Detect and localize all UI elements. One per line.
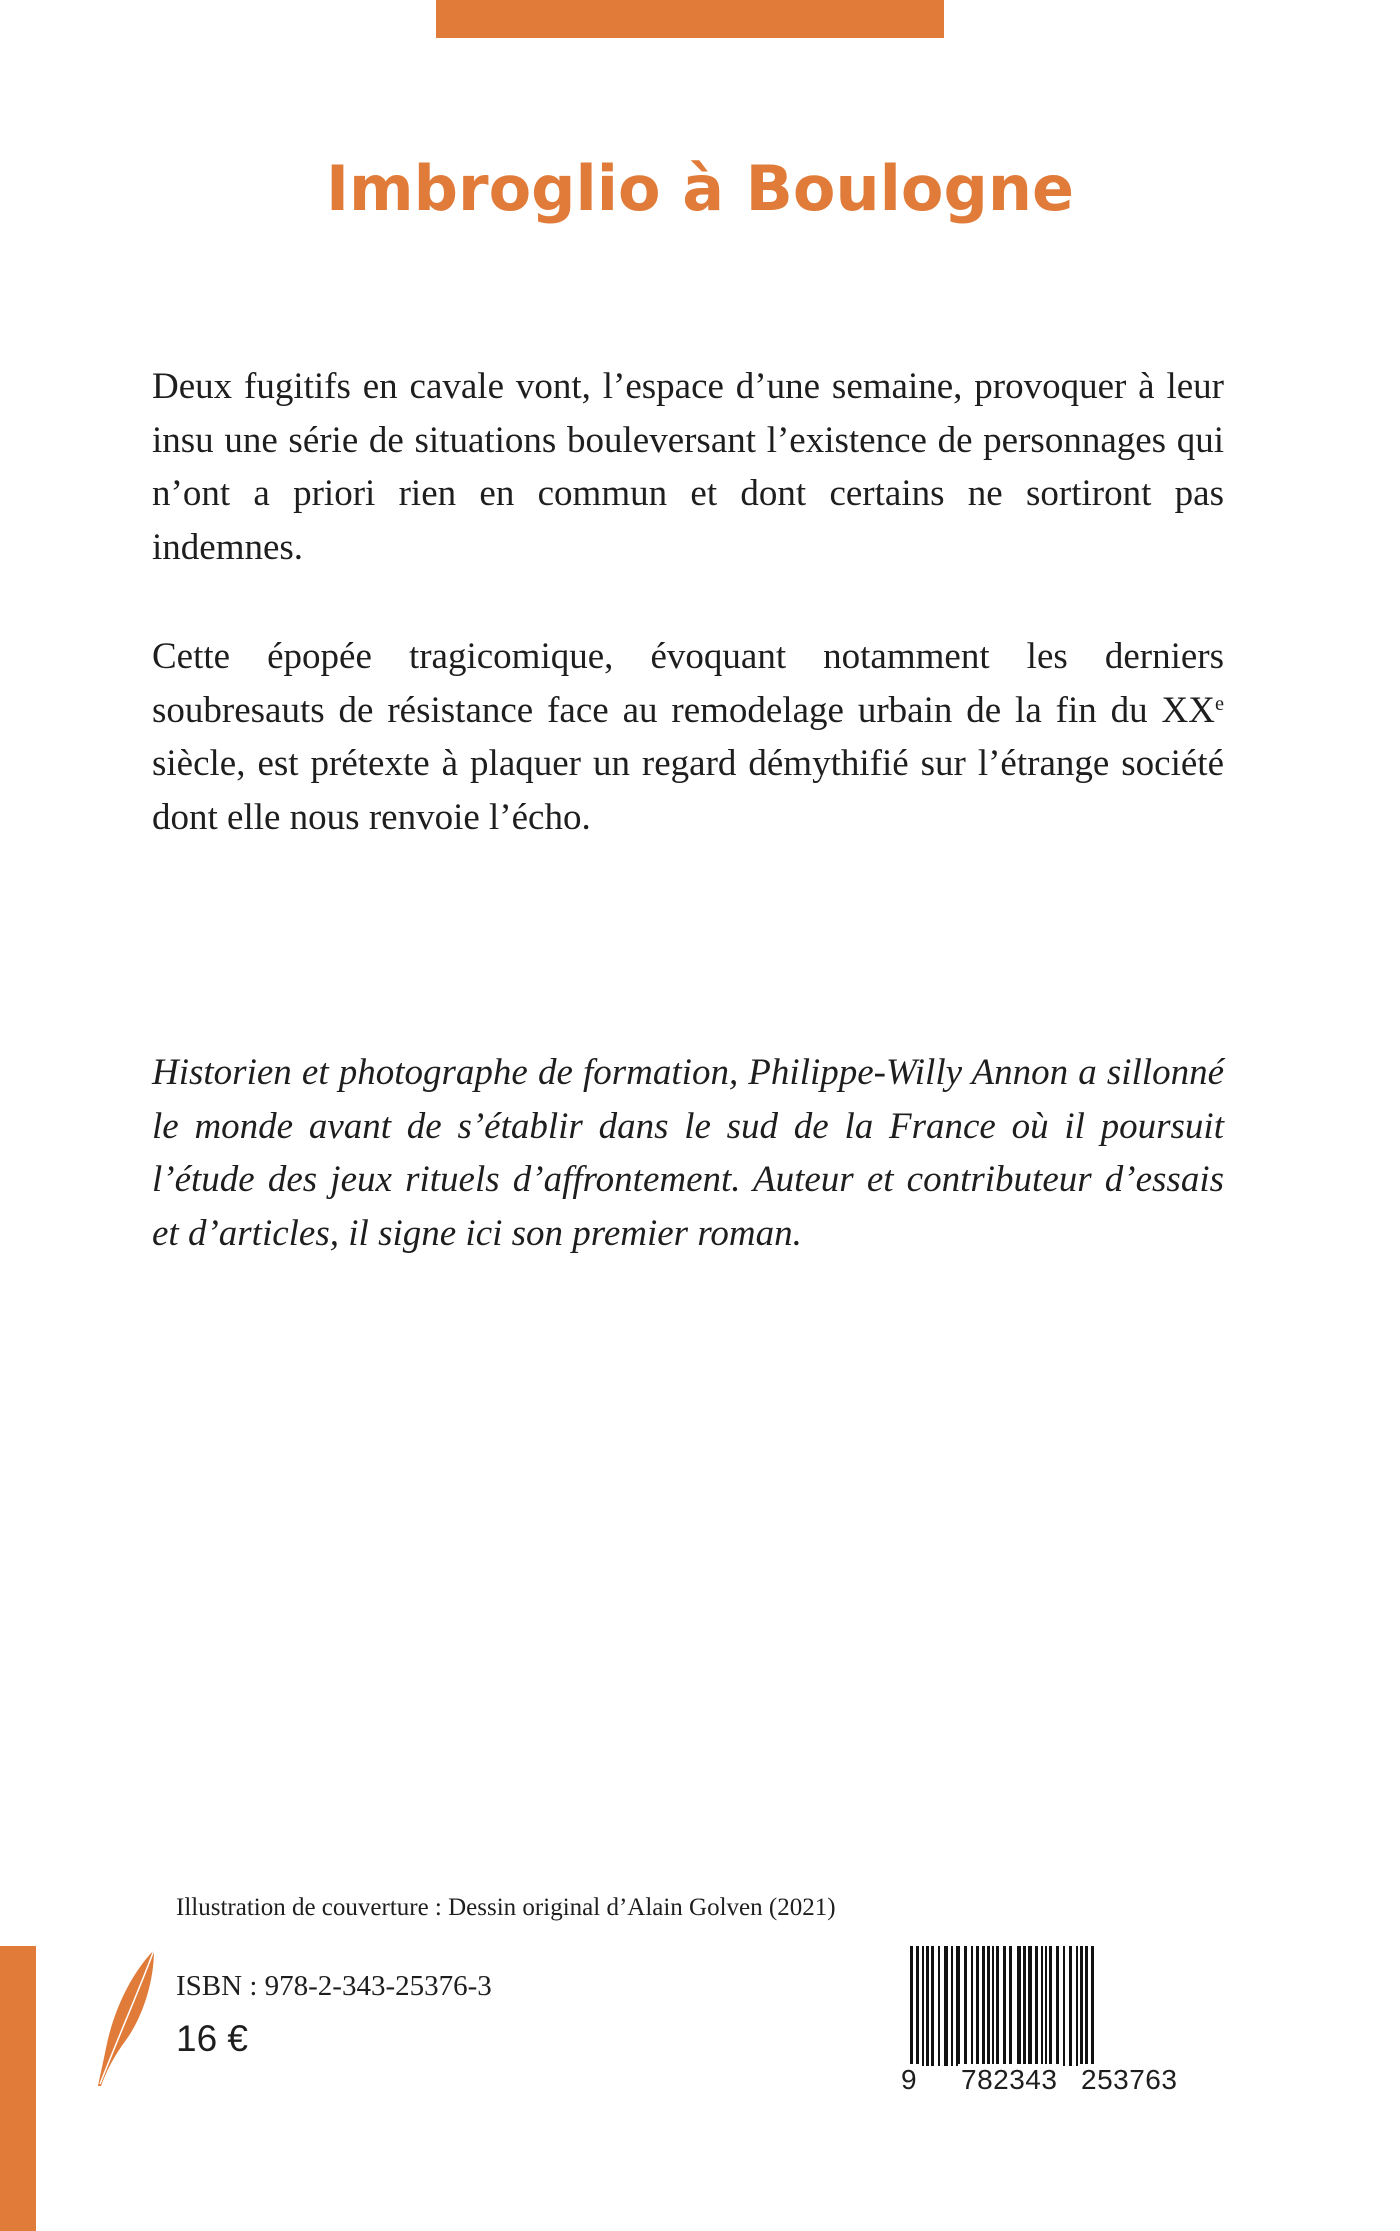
barcode-bar xyxy=(996,1946,999,2066)
summary-paragraph-1: Deux fugitifs en cavale vont, l’espace d’une semaine, provoquer à leur insu une série de situations bouleversant l’existence de personnages qui n’ont a priori rien en commun et dont certains ne sortiront pas indemnes. xyxy=(152,366,1224,569)
summary-paragraph-2-part-1: Cette épopée tragicomique, évoquant notamment les derniers soubresauts de résistance face au remodelage urbain de la fin du XX xyxy=(152,636,1224,731)
barcode-bar xyxy=(1069,1946,1072,2066)
barcode-digits-left: 782343 xyxy=(958,2064,1060,2096)
barcode-bar xyxy=(964,1946,967,2066)
barcode-bar xyxy=(931,1946,934,2066)
barcode-bar xyxy=(1028,1946,1032,2066)
barcode-bar xyxy=(982,1946,985,2066)
barcode-bar xyxy=(1056,1946,1059,2066)
barcode-bar xyxy=(1035,1946,1038,2066)
author-bio: Historien et photographe de formation, Philippe-Willy Annon a sillonné le monde avant de s’établir dans le sud de la France où il poursuit l’étude des jeux rituels d’affrontement. Auteur et contributeur d’essais et d’articles, il signe ici son premier roman. xyxy=(152,1052,1224,1255)
century-superscript: e xyxy=(1214,692,1224,715)
barcode-bar xyxy=(971,1946,973,2066)
book-title: Imbroglio à Boulogne xyxy=(325,152,1075,225)
barcode-bar xyxy=(944,1946,948,2066)
barcode-bar xyxy=(1063,1946,1065,2066)
barcode-bar xyxy=(987,1946,990,2066)
feather-icon xyxy=(92,1948,162,2088)
barcode-bar xyxy=(922,1946,924,2066)
price: 16 € xyxy=(176,2018,249,2059)
barcode-bar xyxy=(1080,1946,1083,2066)
barcode-digits-right: 253763 xyxy=(1078,2064,1180,2096)
barcode-bar xyxy=(976,1946,979,2066)
barcode-bar xyxy=(1049,1946,1052,2066)
isbn: ISBN : 978-2-343-25376-3 xyxy=(176,1970,492,2002)
barcode-bar xyxy=(938,1946,940,2066)
illustration-credit: Illustration de couverture : Dessin original d’Alain Golven (2021) xyxy=(176,1894,836,1921)
barcode-bar xyxy=(926,1946,929,2066)
left-accent-band xyxy=(0,1946,36,2231)
summary-paragraph-2-part-2: siècle, est prétexte à plaquer un regard démythifié sur l’étrange société dont elle nous renvoie l’écho. xyxy=(152,743,1224,839)
barcode-bar xyxy=(1076,1946,1078,2066)
barcode-bar xyxy=(992,1946,994,2066)
barcode-bar xyxy=(1045,1946,1047,2066)
barcode-bar xyxy=(1041,1946,1043,2066)
barcode-bar xyxy=(1023,1946,1026,2066)
summary-paragraph-2 xyxy=(152,630,1224,845)
barcode-bar xyxy=(1017,1946,1021,2066)
barcode-digit-first: 9 xyxy=(898,2064,920,2096)
top-accent-band xyxy=(436,0,944,38)
barcode-bar xyxy=(956,1946,960,2066)
barcode-bar xyxy=(951,1946,953,2066)
